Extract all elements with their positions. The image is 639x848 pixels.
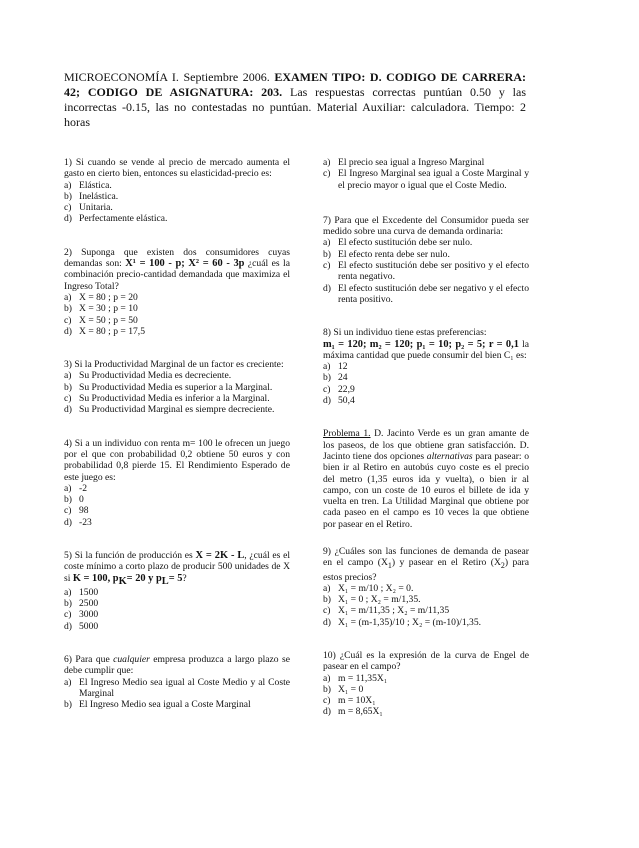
option: b) X₁ = 0 ; X₂ = m/1,35. <box>323 594 421 606</box>
option: a) Elástica. <box>64 179 112 191</box>
question-stem: 7) Para que el Excedente del Consumidor pueda ser medido sobre una curva de demanda ordinaria: <box>323 214 529 238</box>
option: c) X = 50 ; p = 50 <box>64 314 138 326</box>
option: a) m = 11,35X₁ <box>323 672 388 684</box>
exam-header <box>64 70 526 130</box>
option: c) El efecto sustitución debe ser positivo y el efecto renta negativo. <box>323 260 529 283</box>
header-instructions: Las respuestas correctas puntúan 0.50 y las incorrectas -0.15, las no contestadas no puntúan. Material Auxiliar: calculadora. Tiempo: 2 horas <box>64 85 527 129</box>
option: a) El efecto sustitución debe ser nulo. <box>323 237 473 249</box>
option: c) 22,9 <box>323 383 355 395</box>
option: c) 98 <box>64 505 89 517</box>
option: d) m = 8,65X₁ <box>323 706 383 718</box>
option: d) -23 <box>64 516 92 528</box>
question-stem: 8) Si un individuo tiene estas preferencias: m₁ = 120; m₂ = 120; p₁ = 10; p₂ = 5; r = 0,1 la máxima cantidad que puede consumir del bien C₁ es: <box>323 327 530 361</box>
question-2 <box>64 247 290 337</box>
option: b) Su Productividad Media es superior a la Marginal. <box>64 381 273 393</box>
option: a) X₁ = m/10 ; X₂ = 0. <box>323 582 414 594</box>
option: c) El Ingreso Marginal sea igual a Coste Marginal y el precio mayor o igual que el Coste Medio. <box>323 168 529 191</box>
question-stem: 2) Suponga que existen dos consumidores cuyas demandas son: X¹ = 100 - p; X² = 60 - 3p ¿cuál es la combinación precio-cantidad demandada que maximiza el Ingreso Total? <box>64 246 290 292</box>
question-9 <box>323 546 529 628</box>
question-stem: 1) Si cuando se vende al precio de mercado aumenta el gasto en cierto bien, entonces su elasticidad-precio es: <box>64 157 290 180</box>
option: a) El Ingreso Medio sea igual al Coste Medio y al Coste Marginal <box>64 676 290 699</box>
option: c) Su Productividad Media es inferior a la Marginal. <box>64 393 270 405</box>
option: b) El efecto renta debe ser nulo. <box>323 248 450 260</box>
option: d) X₁ = (m-1,35)/10 ; X₂ = (m-10)/1,35. <box>323 616 482 628</box>
option: d) El efecto sustitución debe ser negativo y el efecto renta positivo. <box>323 282 529 305</box>
option: c) Unitaria. <box>64 202 113 214</box>
option: a) 1500 <box>64 586 99 598</box>
option: c) 3000 <box>64 609 99 621</box>
question-6 <box>64 654 290 710</box>
question-6-continued <box>323 157 529 191</box>
problem-title: Problema 1. <box>323 428 371 440</box>
question-10 <box>323 650 529 718</box>
option: c) m = 10X₁ <box>323 695 376 707</box>
option: d) 50,4 <box>323 395 355 407</box>
option: b) 2500 <box>64 598 99 610</box>
option: c) X₁ = m/11,35 ; X₂ = m/11,35 <box>323 605 450 617</box>
question-7 <box>323 215 529 305</box>
option: b) X = 30 ; p = 10 <box>64 303 138 315</box>
question-1 <box>64 157 290 225</box>
question-4 <box>64 438 290 528</box>
question-stem: 9) ¿Cuáles son las funciones de demanda de pasear en el campo $(X_1)$ y pasear en el Retiro $(X_2)$ para estos precios? <box>323 546 529 583</box>
right-column <box>323 157 529 718</box>
problem-1: Problema 1. D. Jacinto Verde es un gran amante de los paseos, de los que obtiene gran satisfacción. D. Jacinto tiene dos opciones alternativas para pasear: o bien ir al Retiro en autobús cuyo coste es el precio del metro (1,35 euros ida y vuelta), o bien ir al campo, con un coste de 10 euros el billete de ida y vuelta en tren. La Utilidad Marginal que obtiene por cada paseo en el campo es 10 veces la que obtiene por pasear en el Retiro. <box>323 428 529 530</box>
option: d) Perfectamente elástica. <box>64 213 168 225</box>
option: b) El Ingreso Medio sea igual a Coste Marginal <box>64 699 251 711</box>
option: a) X = 80 ; p = 20 <box>64 291 138 303</box>
question-stem: 3) Si la Productividad Marginal de un factor es creciente: <box>64 359 284 371</box>
option: b) X₁ = 0 <box>323 683 364 695</box>
option: d) X = 80 ; p = 17,5 <box>64 325 145 337</box>
option: a) 12 <box>323 361 348 373</box>
option: b) Inelástica. <box>64 190 119 202</box>
question-5 <box>64 550 290 632</box>
option: d) 5000 <box>64 620 99 632</box>
option: a) -2 <box>64 482 87 494</box>
question-3 <box>64 359 290 415</box>
option: d) Su Productividad Marginal es siempre decreciente. <box>64 404 275 416</box>
option: b) 0 <box>64 494 84 506</box>
option: b) 24 <box>323 372 348 384</box>
header-exam-code: EXAMEN TIPO: D. CODIGO DE CARRERA: 42; CODIGO DE ASIGNATURA: 203. <box>64 70 526 99</box>
question-stem: 4) Si a un individuo con renta m= 100 le ofrecen un juego por el que con probabilidad 0,2 obtiene 50 euros y con probabilidad 0,8 pierde 15. El Rendimiento Esperado de este juego es: <box>64 437 290 483</box>
header-course: MICROECONOMÍA I. Septiembre 2006. <box>64 70 275 84</box>
question-8 <box>323 327 529 406</box>
left-column <box>64 157 290 710</box>
option: a) Su Productividad Media es decreciente. <box>64 370 232 382</box>
question-stem: 10) ¿Cuál es la expresión de la curva de Engel de pasear en el campo? <box>323 650 529 673</box>
option: a) El precio sea igual a Ingreso Marginal <box>323 157 485 168</box>
question-formula: m₁ = 120; m₂ = 120; p₁ = 10; p₂ = 5; r = 0,1 <box>323 338 519 350</box>
question-stem: 6) Para que cualquier empresa produzca a largo plazo se debe cumplir que: <box>64 654 290 677</box>
question-stem: 5) Si la función de producción es X = 2K - L, ¿cuál es el coste mínimo a corto plazo de producir 500 unidades de X si K = 100, $p_K= 20$ y $p_L= 5$? <box>64 550 291 587</box>
